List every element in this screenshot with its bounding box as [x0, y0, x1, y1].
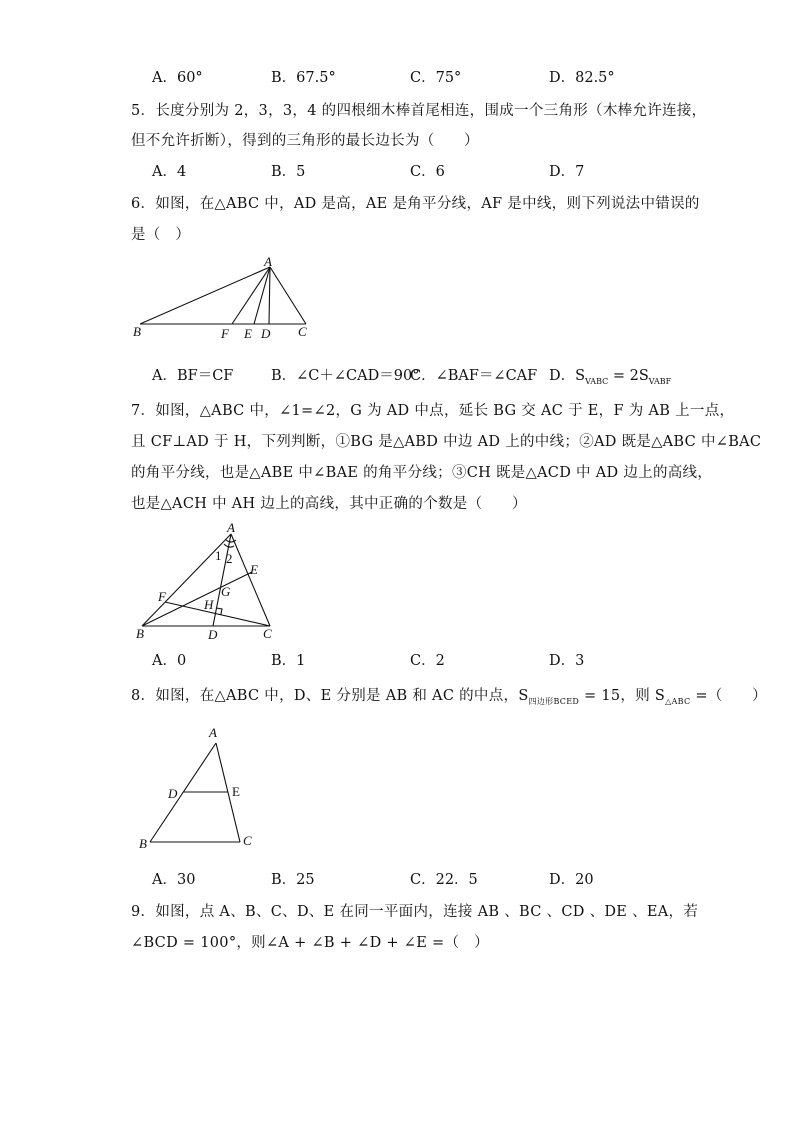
q6-option-d-mid: = 2S — [608, 368, 649, 384]
q7-label-a: A — [227, 520, 235, 535]
q5-stem-line2: 但不允许折断），得到的三角形的最长边长为（ ） — [131, 133, 479, 149]
q5-option-a: A．4 — [152, 164, 187, 180]
q6-label-c: C — [298, 324, 307, 339]
q6-option-d-prefix: D．S — [549, 368, 586, 384]
q9-stem-line2: ∠BCD = 100°，则∠A + ∠B + ∠D + ∠E =（ ） — [131, 935, 489, 951]
q5-option-b: B．5 — [271, 164, 306, 180]
q7-stem-line4: 也是△ACH 中 AH 边上的高线，其中正确的个数是（ ） — [131, 496, 527, 512]
q6-label-a: A — [264, 254, 272, 269]
q7-stem-line2: 且 CF⊥AD 于 H，下列判断，①BG 是△ABD 中边 AD 上的中线；②AD 既是△ABC 中∠BAC — [131, 434, 762, 450]
q4-option-a: A．60° — [152, 70, 203, 86]
q7-option-c: C．2 — [410, 653, 445, 669]
q8-label-a: A — [209, 725, 217, 740]
q5-stem-line1: 5．长度分别为 2，3，3，4 的四根细木棒首尾相连，围成一个三角形（木棒允许连接， — [131, 103, 707, 119]
q6-triangle-figure — [130, 252, 320, 347]
q8-stem-part2: = 15，则 S — [579, 688, 666, 704]
q7-label-c: C — [263, 626, 272, 641]
q8-stem-line1 — [131, 684, 767, 707]
q8-label-b: B — [139, 836, 147, 851]
q8-stem-sub1: 四边形BCED — [528, 696, 580, 706]
q8-stem-sub2: △ABC — [665, 696, 691, 706]
q7-label-1: 1 — [215, 548, 222, 563]
q7-label-f: F — [158, 589, 166, 604]
q8-label-e: E — [232, 784, 240, 799]
q7-label-2: 2 — [226, 551, 233, 566]
q4-option-c: C．75° — [410, 70, 462, 86]
q7-option-d: D．3 — [549, 653, 585, 669]
q5-option-d: D．7 — [549, 164, 585, 180]
q7-stem-line1: 7．如图，△ABC 中，∠1=∠2，G 为 AD 中点，延长 BG 交 AC 于 E，F 为 AB 上一点， — [131, 403, 735, 419]
q6-option-c: C．∠BAF＝∠CAF — [410, 368, 538, 384]
q6-stem-line1: 6．如图，在△ABC 中，AD 是高，AE 是角平分线，AF 是中线，则下列说法中错误的 — [131, 196, 700, 212]
q4-option-d: D．82.5° — [549, 70, 615, 86]
q6-option-b: B．∠C＋∠CAD＝90° — [271, 368, 420, 384]
q7-label-d: D — [208, 627, 218, 642]
q7-triangle-figure — [130, 518, 290, 643]
q6-label-d: D — [261, 326, 271, 341]
q7-label-g: G — [221, 584, 231, 599]
q8-option-d: D．20 — [549, 872, 594, 888]
q8-label-c: C — [243, 833, 252, 848]
q6-option-d-sub2: VABF — [648, 376, 672, 386]
q6-label-e: E — [244, 326, 252, 341]
q7-label-b: B — [136, 626, 144, 641]
q6-option-a: A．BF＝CF — [152, 368, 234, 384]
q7-option-a: A．0 — [152, 653, 187, 669]
q7-label-h: H — [204, 597, 214, 612]
q8-option-c: C．22．5 — [410, 872, 478, 888]
q6-option-d — [549, 364, 671, 386]
q6-label-b: B — [133, 324, 141, 339]
q7-option-b: B．1 — [271, 653, 306, 669]
q6-stem-line2: 是（ ） — [131, 227, 191, 243]
q7-label-e: E — [250, 562, 258, 577]
q7-stem-line3: 的角平分线，也是△ABE 中∠BAE 的角平分线；③CH 既是△ACD 中 AD 边上的高线， — [131, 465, 713, 481]
q9-stem-line1: 9．如图，点 A、B、C、D、E 在同一平面内，连接 AB 、BC 、CD 、DE 、EA，若 — [131, 904, 699, 920]
q6-option-d-sub1: VABC — [585, 376, 609, 386]
q8-option-a: A．30 — [152, 872, 196, 888]
q8-option-b: B．25 — [271, 872, 315, 888]
q8-label-d: D — [168, 786, 178, 801]
q6-label-f: F — [221, 326, 229, 341]
q8-stem-part3: =（ ） — [690, 688, 767, 704]
q5-option-c: C．6 — [410, 164, 445, 180]
q4-option-b: B．67.5° — [271, 70, 336, 86]
q8-triangle-figure — [130, 722, 265, 852]
q8-stem-part1: 8．如图，在△ABC 中，D、E 分别是 AB 和 AC 的中点，S — [131, 688, 529, 704]
